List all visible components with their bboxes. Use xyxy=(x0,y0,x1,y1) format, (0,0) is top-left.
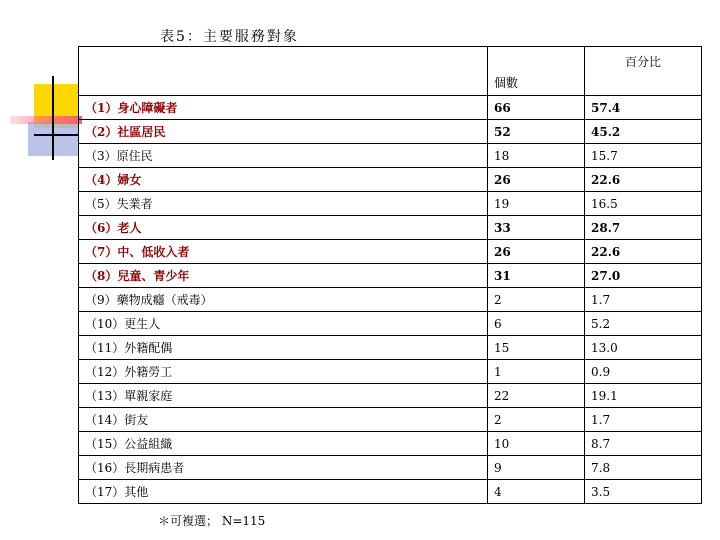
row-percent: 1.7 xyxy=(585,288,702,312)
row-label: （15）公益組織 xyxy=(79,432,488,456)
row-label: （1）身心障礙者 xyxy=(79,96,488,120)
row-count: 52 xyxy=(488,120,585,144)
row-percent: 57.4 xyxy=(585,96,702,120)
table-row xyxy=(79,120,702,144)
row-count: 18 xyxy=(488,144,585,168)
row-percent: 3.5 xyxy=(585,480,702,504)
row-count: 4 xyxy=(488,480,585,504)
row-percent: 8.7 xyxy=(585,432,702,456)
table-row xyxy=(79,216,702,240)
row-percent: 16.5 xyxy=(585,192,702,216)
row-label: （3）原住民 xyxy=(79,144,488,168)
table-row xyxy=(79,288,702,312)
row-count: 19 xyxy=(488,192,585,216)
table-row xyxy=(79,144,702,168)
row-count: 2 xyxy=(488,408,585,432)
row-count: 22 xyxy=(488,384,585,408)
row-count: 33 xyxy=(488,216,585,240)
row-count: 1 xyxy=(488,360,585,384)
row-count: 26 xyxy=(488,168,585,192)
row-label: （17）其他 xyxy=(79,480,488,504)
row-percent: 0.9 xyxy=(585,360,702,384)
service-target-table xyxy=(78,46,702,504)
row-label: （14）街友 xyxy=(79,408,488,432)
row-count: 10 xyxy=(488,432,585,456)
row-percent: 1.7 xyxy=(585,408,702,432)
row-label: （11）外籍配偶 xyxy=(79,336,488,360)
row-percent: 22.6 xyxy=(585,240,702,264)
header-count: 個數 xyxy=(488,47,585,96)
row-label: （12）外籍勞工 xyxy=(79,360,488,384)
table-row xyxy=(79,96,702,120)
decor-vertical-line xyxy=(52,76,54,160)
table-row xyxy=(79,240,702,264)
table-row xyxy=(79,432,702,456)
table-row xyxy=(79,192,702,216)
table-row xyxy=(79,384,702,408)
footnote: ＊可複選； N=115 xyxy=(158,514,266,528)
header-blank-cell xyxy=(79,47,488,96)
table-row xyxy=(79,312,702,336)
row-label: （9）藥物成癮（戒毒） xyxy=(79,288,488,312)
decor-red-bar xyxy=(10,116,82,124)
row-label: （10）更生人 xyxy=(79,312,488,336)
header-percent: 百分比 xyxy=(585,47,702,96)
table-title: 表5：主要服務對象 xyxy=(160,29,299,45)
row-percent: 13.0 xyxy=(585,336,702,360)
row-label: （4）婦女 xyxy=(79,168,488,192)
row-percent: 7.8 xyxy=(585,456,702,480)
row-label: （16）長期病患者 xyxy=(79,456,488,480)
row-count: 15 xyxy=(488,336,585,360)
table-header-row xyxy=(79,47,702,96)
decor-horizontal-line xyxy=(34,134,78,136)
table-row xyxy=(79,264,702,288)
row-count: 31 xyxy=(488,264,585,288)
row-label: （13）單親家庭 xyxy=(79,384,488,408)
row-percent: 19.1 xyxy=(585,384,702,408)
table-row xyxy=(79,168,702,192)
row-percent: 28.7 xyxy=(585,216,702,240)
row-label: （8）兒童、青少年 xyxy=(79,264,488,288)
row-label: （6）老人 xyxy=(79,216,488,240)
row-percent: 27.0 xyxy=(585,264,702,288)
row-count: 66 xyxy=(488,96,585,120)
row-count: 2 xyxy=(488,288,585,312)
table-row xyxy=(79,336,702,360)
row-label: （7）中、低收入者 xyxy=(79,240,488,264)
row-percent: 22.6 xyxy=(585,168,702,192)
table-row xyxy=(79,456,702,480)
row-label: （2）社區居民 xyxy=(79,120,488,144)
table-row xyxy=(79,360,702,384)
row-count: 6 xyxy=(488,312,585,336)
row-percent: 45.2 xyxy=(585,120,702,144)
row-label: （5）失業者 xyxy=(79,192,488,216)
row-percent: 5.2 xyxy=(585,312,702,336)
row-percent: 15.7 xyxy=(585,144,702,168)
row-count: 9 xyxy=(488,456,585,480)
row-count: 26 xyxy=(488,240,585,264)
table-row xyxy=(79,408,702,432)
table-row xyxy=(79,480,702,504)
